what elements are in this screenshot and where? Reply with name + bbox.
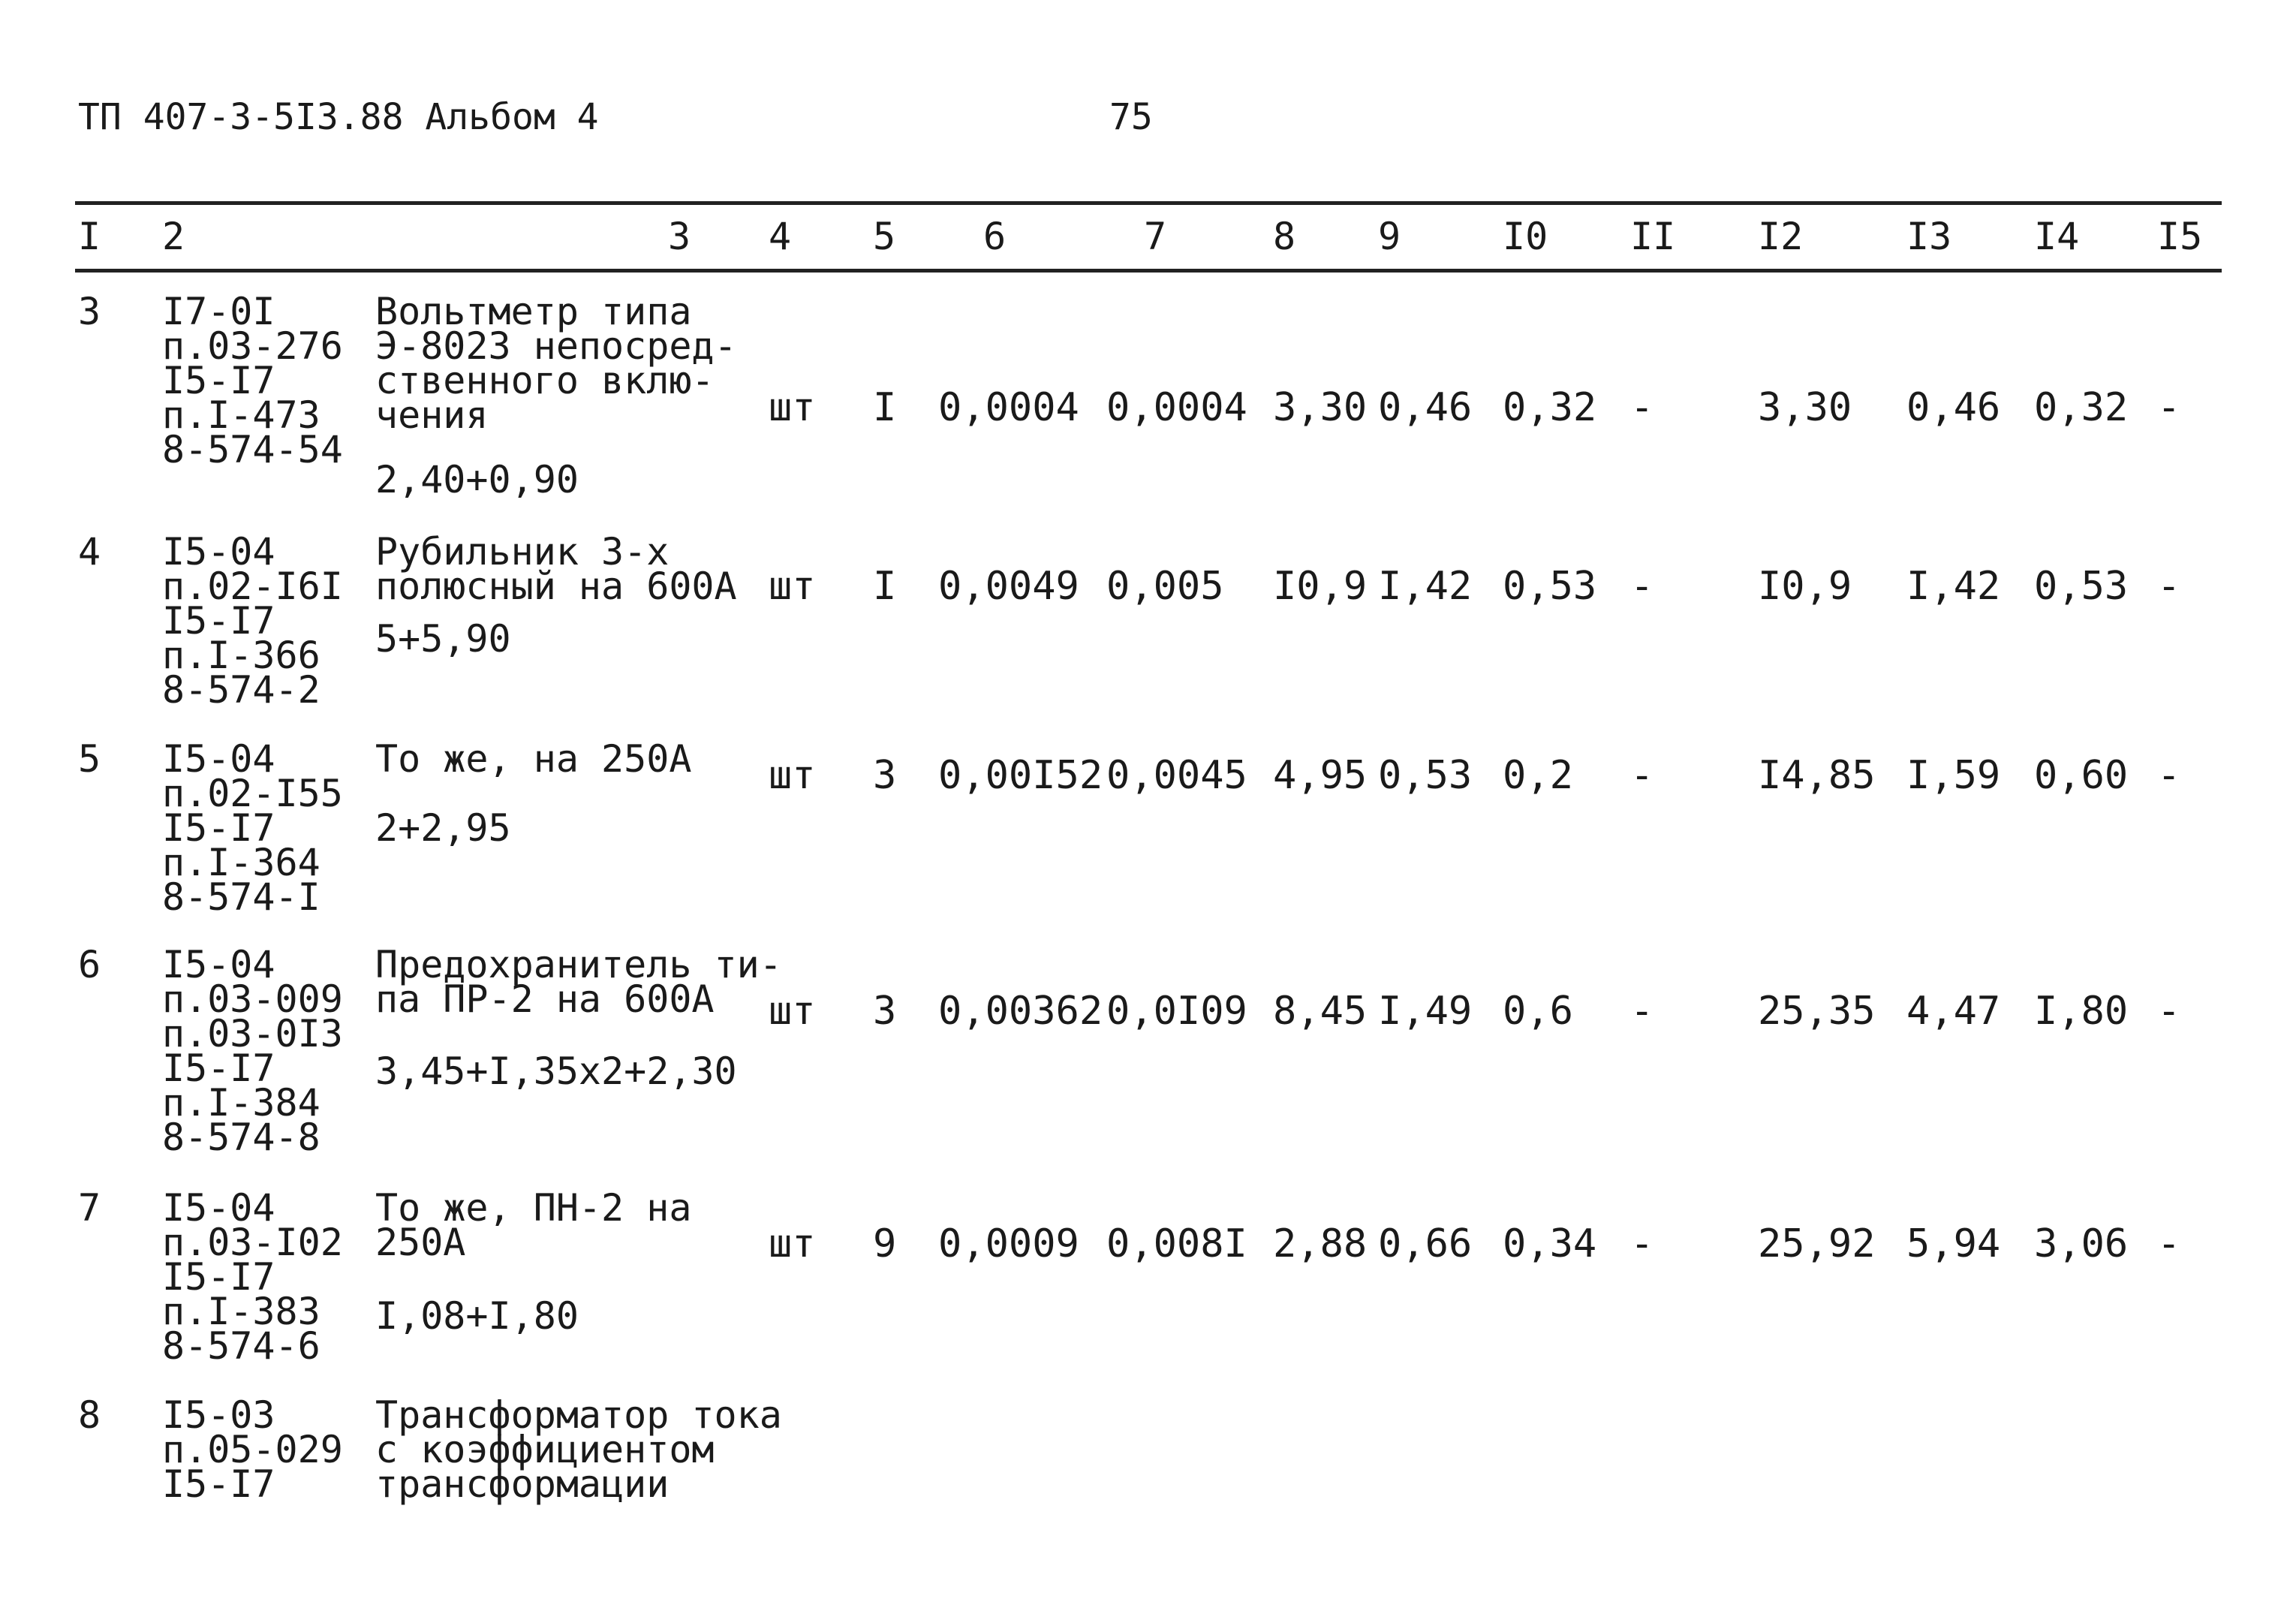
- column-header: 7: [1144, 215, 1167, 258]
- col-11-value: -: [1630, 1221, 1654, 1266]
- unit: шт: [769, 989, 816, 1034]
- col-9-value: I,49: [1378, 989, 1473, 1034]
- column-header: I5: [2157, 215, 2203, 258]
- unit: шт: [769, 564, 816, 609]
- col-8-value: 4,95: [1273, 753, 1368, 798]
- col-13-value: I,42: [1906, 564, 2001, 609]
- norm-codes: I5-04 п.02-I55 I5-I7 п.I-364 8-574-I: [162, 737, 343, 919]
- header-bottom-rule: [75, 269, 2222, 273]
- cost-total: 0,008I: [1106, 1221, 1247, 1266]
- unit: шт: [769, 753, 816, 798]
- norm-codes: I5-04 п.03-I02 I5-I7 п.I-383 8-574-6: [162, 1186, 343, 1368]
- item-name: Трансформатор тока с коэффициентом трансформации: [375, 1393, 782, 1506]
- page-number: 75: [1109, 96, 1153, 138]
- column-header: 4: [769, 215, 792, 258]
- col-14-value: 0,60: [2034, 753, 2129, 798]
- row-number: 4: [78, 530, 101, 574]
- quantity: I: [873, 564, 897, 609]
- column-header: 8: [1273, 215, 1296, 258]
- cost-per-unit: 0,0009: [938, 1221, 1079, 1266]
- col-9-value: 0,66: [1378, 1221, 1473, 1266]
- column-header: I4: [2034, 215, 2080, 258]
- quantity: 3: [873, 989, 897, 1034]
- col-13-value: I,59: [1906, 753, 2001, 798]
- col-10-value: 0,53: [1503, 564, 1597, 609]
- calc-formula: 2,40+0,90: [375, 458, 579, 501]
- cost-per-unit: 0,0004: [938, 385, 1079, 430]
- col-8-value: 3,30: [1273, 385, 1368, 430]
- col-12-value: 3,30: [1758, 385, 1852, 430]
- item-name: Рубильник 3-х полюсный на 600А: [375, 530, 737, 608]
- row-number: 8: [78, 1393, 101, 1437]
- unit: шт: [769, 1221, 816, 1266]
- item-name: То же, ПН-2 на 250А: [375, 1186, 692, 1264]
- col-14-value: I,80: [2034, 989, 2129, 1034]
- col-9-value: I,42: [1378, 564, 1473, 609]
- col-13-value: 5,94: [1906, 1221, 2001, 1266]
- col-15-value: -: [2157, 1221, 2181, 1266]
- header-top-rule: [75, 201, 2222, 205]
- cost-per-unit: 0,0049: [938, 564, 1079, 609]
- col-12-value: 25,92: [1758, 1221, 1876, 1266]
- col-9-value: 0,46: [1378, 385, 1473, 430]
- row-number: 3: [78, 290, 101, 333]
- column-header: I3: [1906, 215, 1952, 258]
- col-11-value: -: [1630, 753, 1654, 798]
- cost-total: 0,0004: [1106, 385, 1247, 430]
- calc-formula: I,08+I,80: [375, 1294, 579, 1338]
- col-10-value: 0,32: [1503, 385, 1597, 430]
- cost-per-unit: 0,00362: [938, 989, 1103, 1034]
- col-11-value: -: [1630, 385, 1654, 430]
- col-15-value: -: [2157, 564, 2181, 609]
- item-name: Предохранитель ти- па ПР-2 на 600А: [375, 943, 782, 1021]
- col-10-value: 0,2: [1503, 753, 1573, 798]
- col-8-value: I0,9: [1273, 564, 1368, 609]
- cost-total: 0,0045: [1106, 753, 1247, 798]
- norm-codes: I7-0I п.03-276 I5-I7 п.I-473 8-574-54: [162, 290, 343, 471]
- col-15-value: -: [2157, 753, 2181, 798]
- col-12-value: I0,9: [1758, 564, 1852, 609]
- col-10-value: 0,6: [1503, 989, 1573, 1034]
- cost-per-unit: 0,00I52: [938, 753, 1103, 798]
- column-header: I2: [1758, 215, 1804, 258]
- norm-codes: I5-04 п.02-I6I I5-I7 п.I-366 8-574-2: [162, 530, 343, 712]
- column-header: 5: [873, 215, 896, 258]
- item-name: Вольтметр типа Э-8023 непосред- ственного вклю- чения: [375, 290, 737, 437]
- col-12-value: 25,35: [1758, 989, 1876, 1034]
- column-header: I: [78, 215, 101, 258]
- norm-codes: I5-03 п.05-029 I5-I7: [162, 1393, 343, 1506]
- column-header: 9: [1378, 215, 1401, 258]
- unit: шт: [769, 385, 816, 430]
- cost-total: 0,0I09: [1106, 989, 1247, 1034]
- col-14-value: 3,06: [2034, 1221, 2129, 1266]
- col-13-value: 0,46: [1906, 385, 2001, 430]
- quantity: I: [873, 385, 897, 430]
- col-11-value: -: [1630, 989, 1654, 1034]
- column-header: II: [1630, 215, 1676, 258]
- row-number: 7: [78, 1186, 101, 1230]
- item-name: То же, на 250А: [375, 737, 692, 781]
- col-14-value: 0,53: [2034, 564, 2129, 609]
- quantity: 3: [873, 753, 897, 798]
- column-header: 3: [668, 215, 691, 258]
- col-13-value: 4,47: [1906, 989, 2001, 1034]
- col-14-value: 0,32: [2034, 385, 2129, 430]
- column-header: I0: [1503, 215, 1548, 258]
- document-title: ТП 407-3-5I3.88 Альбом 4: [78, 96, 599, 138]
- norm-codes: I5-04 п.03-009 п.03-0I3 I5-I7 п.I-384 8-574-8: [162, 943, 343, 1159]
- col-11-value: -: [1630, 564, 1654, 609]
- col-15-value: -: [2157, 385, 2181, 430]
- col-8-value: 2,88: [1273, 1221, 1368, 1266]
- calc-formula: 2+2,95: [375, 806, 511, 850]
- row-number: 6: [78, 943, 101, 986]
- col-10-value: 0,34: [1503, 1221, 1597, 1266]
- col-15-value: -: [2157, 989, 2181, 1034]
- quantity: 9: [873, 1221, 897, 1266]
- col-9-value: 0,53: [1378, 753, 1473, 798]
- calc-formula: 5+5,90: [375, 617, 511, 661]
- col-12-value: I4,85: [1758, 753, 1876, 798]
- col-8-value: 8,45: [1273, 989, 1368, 1034]
- calc-formula: 3,45+I,35x2+2,30: [375, 1049, 737, 1093]
- row-number: 5: [78, 737, 101, 781]
- cost-total: 0,005: [1106, 564, 1224, 609]
- column-header: 2: [162, 215, 185, 258]
- column-header: 6: [983, 215, 1007, 258]
